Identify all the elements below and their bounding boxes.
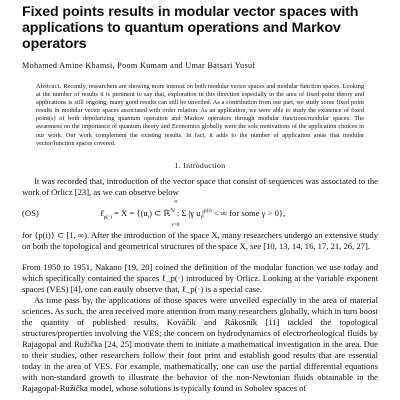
equation-tag: (OS) — [22, 207, 39, 218]
orlicz-equation — [22, 200, 378, 230]
section-title: Introduction — [183, 160, 226, 170]
equation-expression — [100, 200, 340, 230]
abstract-block — [36, 83, 364, 148]
author-line: Mohamed Amine Khamsi, Poom Kumam and Umar Batsari Yusuf — [22, 61, 256, 70]
sum-lower-limit: i=0 — [172, 221, 180, 228]
paper-title: Fixed points results in modular vector spaces with applications to quantum operations and Markov operators — [22, 4, 359, 52]
intro-paragraph-2: for {p(i)} ⊂ [1, ∞). After the introduction of the space X, many researchers undergo an extensive study on both the topological and geometrical structures of the space X, see [10, 13, 14, 16, 17, 21, 26, 27]. — [22, 229, 378, 251]
section-number: 1. — [174, 160, 182, 170]
sum-upper-limit: ∞ — [174, 198, 178, 205]
intro-paragraph-4: As time pass by, the applications of those spaces were unveiled especially in the area of material sciences. As such, the area received more attention from many researchers globally, which in turn boost the quantity of published results. Kováčik and Rákosník [11] tackled the topological structures/properties involving the VES; the concern on hydrodynamics of electrorheological fluids by Rajagopal and Ružička [24, 25] motivate them to initiate a mathematical investigation in the area. Due to their studies, other researchers follow their foot print and establish good results that are essential today in the area of VES. For example, mathematically, one can use the partial differential equations with non-standard growth to illustrate the behavior of the non-Newtonian fluids obtainable in the Rajagopal-Ružička model, whose solutions is typically found in Sobolev spaces of — [22, 294, 378, 393]
abstract-label: Abstract. — [36, 83, 62, 90]
section-heading — [22, 161, 378, 170]
equation-main: ℓ$_{p(\cdot)}$ = $X = \{(u_i)$ ⊂ ℝ$^ℕ$ : Σ |γ $u_i|^{p(i)}$ < ∞ for some γ > 0}, — [100, 207, 286, 221]
intro-paragraph-1: It was recorded that, introduction of the vector space that consist of sequences was associated to the work of Orlicz [23], as we can observe below — [22, 175, 378, 197]
paper-page — [22, 4, 378, 394]
intro-paragraph-3: From 1950 to 1951, Nakano [19, 20] coined the definition of the modular function we use today and which specifically contained the spaces ℓ_p(·) introduced by Orlicz. Looking at the variable exponent spaces (VES) [4], one can easily observe that, ℓ_p(·) is a special case. — [22, 261, 378, 294]
abstract-text: Recently, researchers are showing more interest on both modular vector spaces and modular function spaces. Looking at the number of results it is pertinent to say that, exploration in this direction especially in the area of fixed point theory and applications is still ongoing, many good results can still be unveiled. As a contribution from our part, we study some fixed point results in modular vector spaces associated with order relation. As an application, we were able to study the existence of fixed point(s) of both depolarizing quantum operation and Markov operators through modular functions/modular spaces. The awareness on the importance of quantum theory and Economics globally were the sole motivations of the application choices in our work. Our work complement the existing results. In fact, it adds to the number of application areas that modular vector/function spaces covered. — [36, 83, 364, 147]
